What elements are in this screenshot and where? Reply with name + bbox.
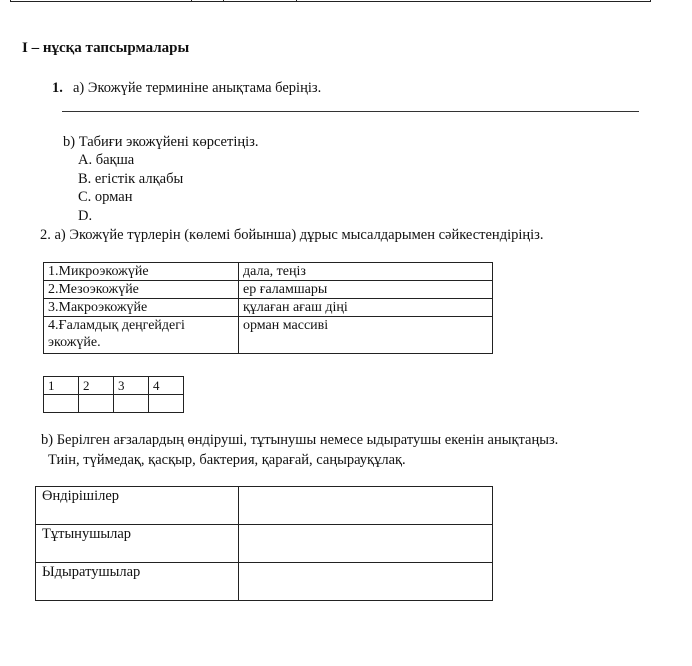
- answer-number-table: [43, 376, 184, 413]
- answer-cell[interactable]: [149, 395, 184, 413]
- table-cell: ер ғаламшары: [239, 281, 493, 299]
- table-cell: Ыдыратушылар: [36, 563, 239, 601]
- q2-organisms: Тиін, түймедақ, қасқыр, бактерия, қарағай, саңырауқұлақ.: [48, 452, 406, 468]
- table-row: [36, 487, 493, 525]
- table-cell: Тұтынушылар: [36, 525, 239, 563]
- table-row: [44, 299, 493, 317]
- table-cell: Өндірішілер: [36, 487, 239, 525]
- frame-divider: [223, 0, 224, 2]
- q1-option-c: C. орман: [78, 189, 133, 205]
- table-row: [44, 263, 493, 281]
- section-title: I – нұсқа тапсырмалары: [22, 40, 190, 56]
- table-cell: дала, теңіз: [239, 263, 493, 281]
- table-cell: 2.Мезоэкожүйе: [44, 281, 239, 299]
- table-cell: 1: [44, 377, 79, 395]
- table-row: [44, 395, 184, 413]
- table-cell: құлаған ағаш діңі: [239, 299, 493, 317]
- table-cell: 1.Микроэкожүйе: [44, 263, 239, 281]
- q1-number: 1.: [52, 80, 63, 96]
- table-cell: 4.Ғаламдық деңгейдегі экожүйе.: [44, 317, 239, 354]
- table-row: [36, 563, 493, 601]
- q1-a-text: а) Экожүйе терминіне анықтама беріңіз.: [73, 80, 322, 96]
- top-table-frame: [10, 0, 651, 2]
- classification-table: [35, 486, 493, 601]
- q1-option-b: B. егістік алқабы: [78, 171, 184, 187]
- q1-answer-line[interactable]: [62, 111, 639, 112]
- q1-option-a: A. бақша: [78, 152, 135, 168]
- answer-cell[interactable]: [44, 395, 79, 413]
- answer-cell[interactable]: [239, 563, 493, 601]
- table-cell: 3: [114, 377, 149, 395]
- table-cell: орман массиві: [239, 317, 493, 354]
- q1-option-d: D.: [78, 208, 93, 224]
- frame-divider: [296, 0, 297, 2]
- table-cell: 4: [149, 377, 184, 395]
- q1-b-text: b) Табиғи экожүйені көрсетіңіз.: [63, 134, 259, 150]
- answer-cell[interactable]: [239, 525, 493, 563]
- table-cell: 2: [79, 377, 114, 395]
- q2-a-text: 2. а) Экожүйе түрлерін (көлемі бойынша) дұрыс мысалдарымен сәйкестендіріңіз.: [40, 227, 544, 243]
- answer-cell[interactable]: [114, 395, 149, 413]
- table-row: [44, 377, 184, 395]
- frame-divider: [191, 0, 192, 2]
- matching-table: [43, 262, 493, 354]
- table-row: [44, 281, 493, 299]
- q2-b-text: b) Берілген ағзалардың өндіруші, тұтынушы немесе ыдыратушы екенін анықтаңыз.: [41, 432, 559, 448]
- answer-cell[interactable]: [79, 395, 114, 413]
- table-row: [36, 525, 493, 563]
- table-row: [44, 317, 493, 354]
- table-cell: 3.Макроэкожүйе: [44, 299, 239, 317]
- answer-cell[interactable]: [239, 487, 493, 525]
